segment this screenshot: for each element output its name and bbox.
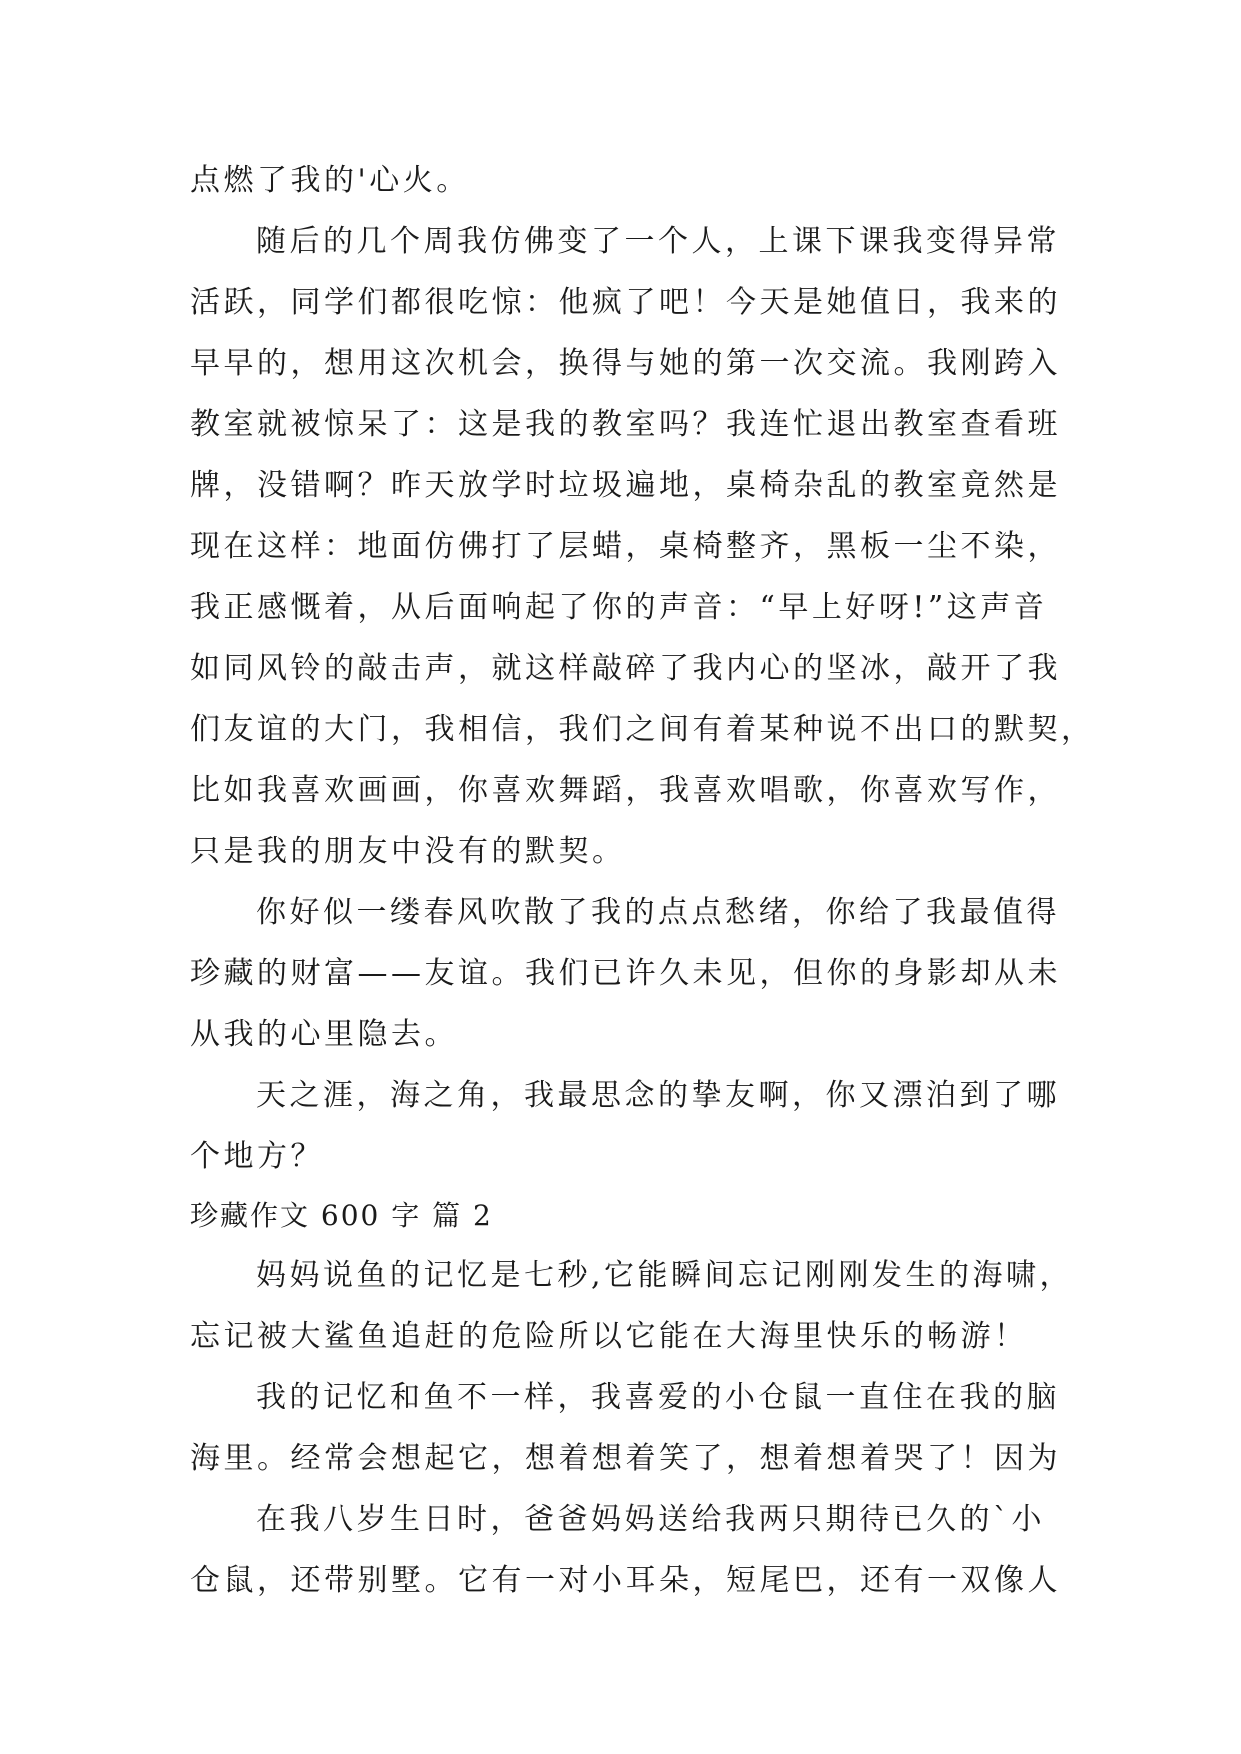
text-line: 妈妈说鱼的记忆是七秒,它能瞬间忘记刚刚发生的海啸， — [256, 1258, 1074, 1293]
text-line: 牌，没错啊？昨天放学时垃圾遍地，桌椅杂乱的教室竟然是 — [190, 468, 1061, 503]
text-line: 我的记忆和鱼不一样，我喜爱的小仓鼠一直住在我的脑 — [256, 1380, 1060, 1415]
text-line: 仓鼠，还带别墅。它有一对小耳朵，短尾巴，还有一双像人 — [190, 1563, 1061, 1598]
text-line: 在我八岁生日时，爸爸妈妈送给我两只期待已久的`小 — [256, 1502, 1045, 1537]
text-line: 教室就被惊呆了：这是我的教室吗？我连忙退出教室查看班 — [190, 407, 1061, 442]
text-line: 现在这样：地面仿佛打了层蜡，桌椅整齐，黑板一尘不染， — [190, 529, 1061, 564]
section-heading: 珍藏作文 600 字 篇 2 — [190, 1199, 493, 1232]
text-line: 从我的心里隐去。 — [190, 1017, 458, 1052]
text-line: 个地方？ — [190, 1139, 324, 1174]
text-line: 你好似一缕春风吹散了我的点点愁绪，你给了我最值得 — [256, 895, 1060, 930]
text-line: 随后的几个周我仿佛变了一个人，上课下课我变得异常 — [256, 224, 1060, 259]
text-line: 活跃，同学们都很吃惊：他疯了吧！今天是她值日，我来的 — [190, 285, 1061, 320]
text-line: 点燃了我的'心火。 — [190, 163, 470, 198]
text-line: 比如我喜欢画画，你喜欢舞蹈，我喜欢唱歌，你喜欢写作， — [190, 773, 1061, 808]
text-line: 珍藏的财富——友谊。我们已许久未见，但你的身影却从未 — [190, 956, 1061, 991]
essay-body — [190, 150, 1095, 1611]
text-line: 早早的，想用这次机会，换得与她的第一次交流。我刚跨入 — [190, 346, 1061, 381]
text-line: 我正感慨着，从后面响起了你的声音：“早上好呀!”这声音 — [190, 590, 1048, 625]
text-line: 天之涯，海之角，我最思念的挚友啊，你又漂泊到了哪 — [256, 1078, 1060, 1113]
text-line: 只是我的朋友中没有的默契。 — [190, 834, 626, 869]
text-line: 们友谊的大门，我相信，我们之间有着某种说不出口的默契， — [190, 712, 1095, 747]
text-line: 忘记被大鲨鱼追赶的危险所以它能在大海里快乐的畅游！ — [190, 1319, 1028, 1354]
text-line: 如同风铃的敲击声，就这样敲碎了我内心的坚冰，敲开了我 — [190, 651, 1061, 686]
text-line: 海里。经常会想起它，想着想着笑了，想着想着哭了！因为 — [190, 1441, 1061, 1476]
